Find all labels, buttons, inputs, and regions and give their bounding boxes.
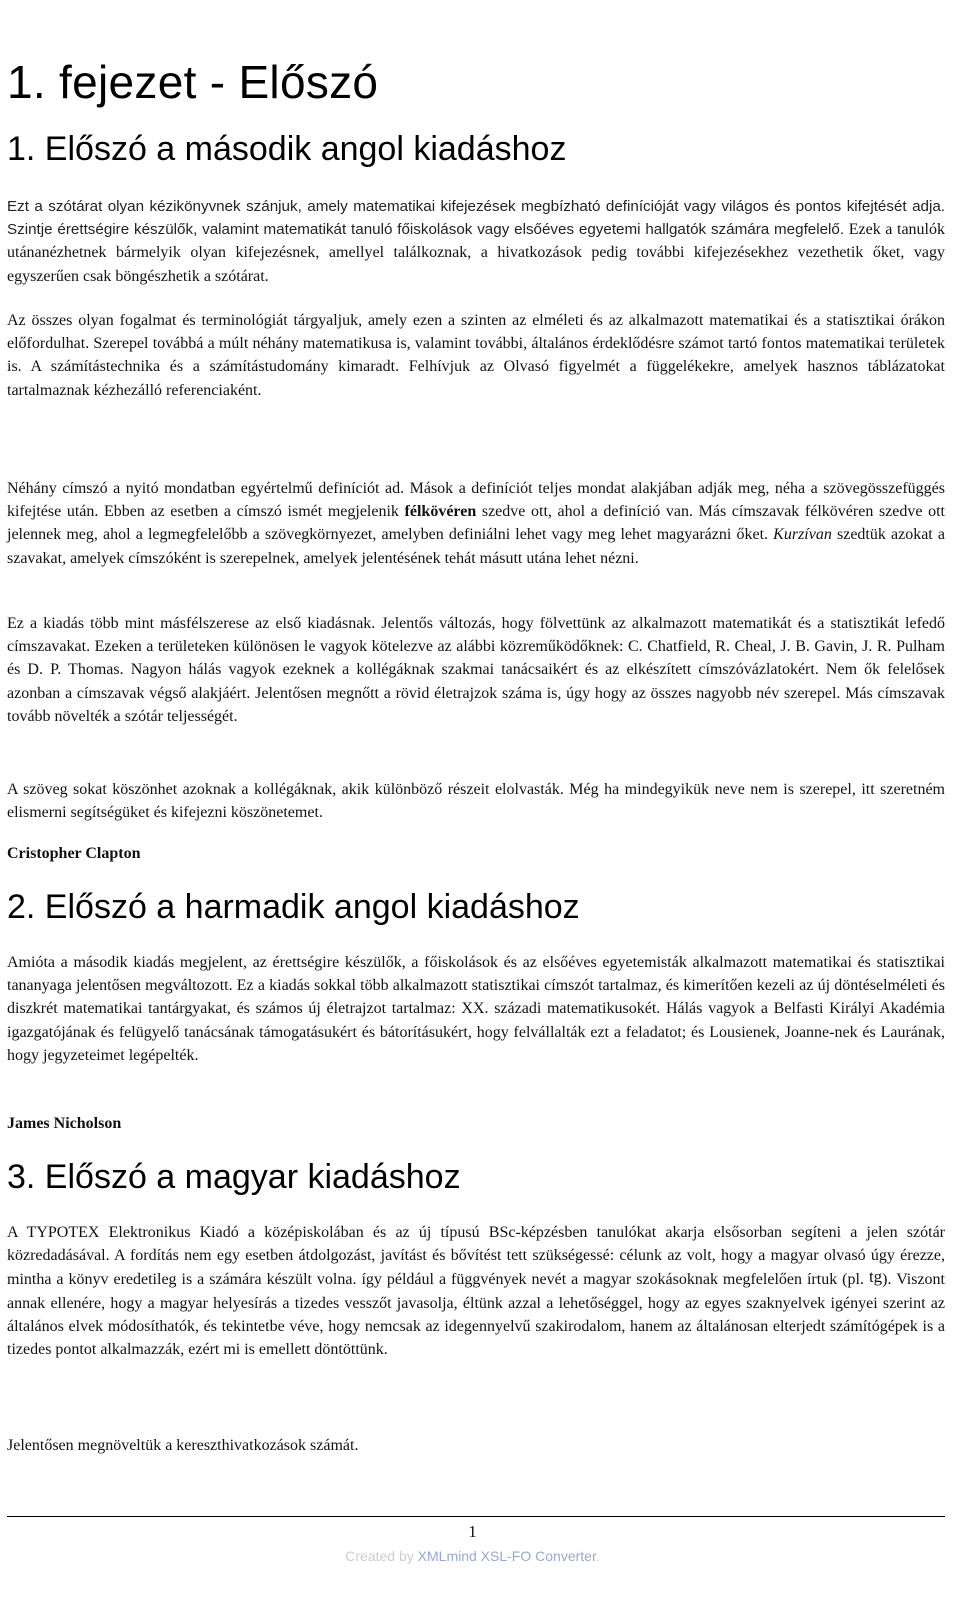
paragraph-3-2: Jelentősen megnöveltük a kereszthivatkozások számát. <box>7 1437 359 1454</box>
paragraph-1-2: Az összes olyan fogalmat és terminológiát tárgyaljuk, amely ezen a szinten az elméleti és az alkalmazott matematikai és a statisztikai órákon előfordulhat. Szerepel továbbá a múlt néhány matematikusa is, valamint további, általános érdeklődésre számot tartó fontos matematikai területek is. A számítástechnika és a számítástudomány kimaradt. Felhívjuk az Olvasó figyelmét a függelékekre, amelyek hasznos táblázatokat tartalmaznak kézhezálló referenciaként. <box>7 312 945 399</box>
paragraph-3-1 <box>7 1221 945 1361</box>
signature-2: James Nicholson <box>7 1115 122 1132</box>
chapter-title: 1. fejezet - Előszó <box>7 56 379 108</box>
paragraph-1-4: Ez a kiadás több mint másfélszerese az első kiadásnak. Jelentős változás, hogy fölvettünk az alkalmazott matematikát és a statisztikát lefedő címszavakat. Ezeken a területeken különösen le vagyok kötelezve az alábbi közreműködőknek: C. Chatfield, R. Cheal, J. B. Gavin, J. R. Pulham és D. P. Thomas. Nagyon hálás vagyok ezeknek a kollégáknak szakmai tanácsaikért és az elkészített címszóvázlatokért. Nem ők felelősek azonban a címszavak végső alakjáért. Jelentősen megnőtt a rövid életrajzok száma is, úgy hogy az összes nagyobb név szerepel. Más címszavak tovább növelték a szótár teljességét. <box>7 615 945 725</box>
paragraph-1-1 <box>7 195 945 288</box>
converter-credit <box>0 1548 945 1564</box>
page-number: 1 <box>468 1522 477 1541</box>
paragraph-1-3-part-b: szedve ott, ahol a definíció van. Más címszavak félkövéren szedve ott jelennek meg, ahol a legmegfelelőbb a szövegkörnyezet, amelyben definiálni lehet vagy meg lehet magyarázni őket. <box>7 503 945 544</box>
paragraph-2-1: Amióta a második kiadás megjelent, az érettségire készülők, a főiskolások és az elsőéves egyetemisták alkalmazott matematikai és statisztikai tananyaga jelentősen megváltozott. Ez a kiadás sokkal több alkalmazott statisztikai címszót tartalmaz, és kimerítően kezeli az új döntéselméleti és diszkrét matematikai tantárgyakat, és számos új életrajzot tartalmaz: XX. századi matematikusokét. Hálás vagyok a Belfasti Királyi Akadémia igazgatójának és felügyelő tanácsának támogatásukért és bátorításukért, hogy felvállalták ezt a feladatot; és Lousienek, Joanne-nek és Laurának, hogy jegyzeteimet legépelték. <box>7 954 945 1064</box>
paragraph-1-1-serif-part: Ezek a tanulók utánanézhetnek bármelyik olyan kifejezésnek, amellyel találkoznak, a hivatkozások pedig további kifejezésekhez vezethetik őket, vagy egyszerűen csak böngészhetik a szótárat. <box>7 221 946 285</box>
section-heading-2: 2. Előszó a harmadik angol kiadáshoz <box>7 888 580 926</box>
paragraph-1-3-part-c: szedtük azokat a szavakat, amelyek címszóként is szerepelnek, amelyek jelentésének tehát másutt utána lehet nézni. <box>7 526 945 567</box>
credit-suffix: . <box>595 1548 600 1564</box>
paragraph-1-3 <box>7 477 945 570</box>
paragraph-1-1-sans-part: Ezt a szótárat olyan kézikönyvnek szánjuk, amely matematikai kifejezések megbízható definícióját vagy világos és pontos kifejtését adja. Szintje érettségire készülők, valamint matematikát tanuló főiskolások vagy elsőéves egyetemi hallgatók számára megfelelő. <box>7 198 945 239</box>
bold-term: félkövéren <box>404 503 477 521</box>
paragraph-3-1-part-b: ). Viszont annak ellenére, hogy a magyar helyesírás a tizedes vesszőt javasolja, éltünk azzal a lehetőséggel, hogy az egyes szaknyelvek igényei szerint az általános elvek módosíthatók, és tekintetbe véve, hogy nemcsak az idegennyelvű szakirodalom, hanem az általánosan elterjedt számítógépek is a tizedes pontot alkalmazzák, ezért mi is emellett döntöttünk. <box>7 1271 946 1359</box>
italic-term: Kurzívan <box>773 526 832 544</box>
credit-prefix: Created by <box>345 1548 418 1564</box>
paragraph-1-3-part-a: Néhány címszó a nyitó mondatban egyértelmű definíciót ad. Mások a definíciót teljes mondat alakjában adják meg, néha a szövegösszefüggés kifejtése után. Ebben az esetben a címszó ismét megjelenik <box>7 480 945 521</box>
paragraph-1-5: A szöveg sokat köszönhet azoknak a kollégáknak, akik különböző részeit elolvasták. Még ha mindegyikük neve nem is szerepel, itt szeretném elismerni segítségüket és kifejezni köszönetemet. <box>7 781 945 822</box>
section-heading-1: 1. Előszó a második angol kiadáshoz <box>7 130 567 168</box>
credit-link[interactable]: XMLmind XSL-FO Converter <box>417 1548 596 1564</box>
section-heading-3: 3. Előszó a magyar kiadáshoz <box>7 1158 461 1196</box>
signature-1: Cristopher Clapton <box>7 845 141 862</box>
math-tg: tg <box>868 1267 883 1287</box>
footer-rule <box>7 1516 945 1517</box>
paragraph-3-1-part-a: A TYPOTEX Elektronikus Kiadó a középiskolában és az új típusú BSc-képzésben tanulókat akarja elsősorban segíteni a jelen szótár közredadásával. A fordítás nem egy esetben átdolgozást, javítást és bővítést tett szükségessé: célunk az volt, hogy a magyar olvasó úgy érezze, mintha a könyv eredetileg is a számára készült volna. így például a függvények nevét a magyar szokásoknak megfelelően írtuk (pl. <box>7 1224 945 1289</box>
